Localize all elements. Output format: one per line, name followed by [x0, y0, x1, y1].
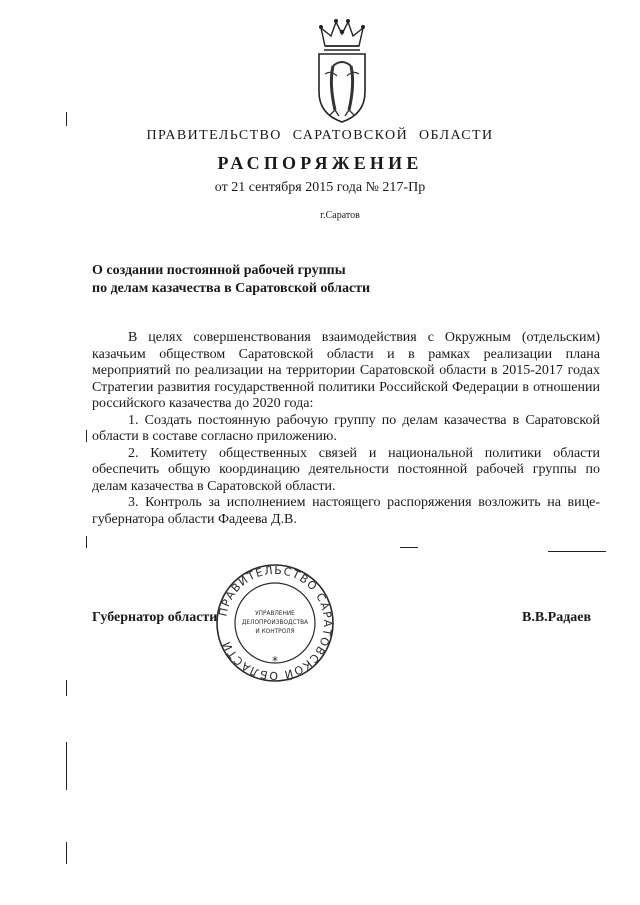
stamp-center-line-3: И КОНТРОЛЯ	[255, 629, 295, 635]
stamp-center-line-2: ДЕЛОПРОИЗВОДСТВА	[241, 620, 309, 626]
official-stamp	[214, 561, 336, 685]
scan-mark	[548, 551, 606, 552]
document-date-number: от 21 сентября 2015 года № 217-Пр	[214, 180, 426, 195]
document-city: г.Саратов	[320, 210, 360, 221]
signature-position: Губернатор области	[92, 610, 218, 625]
subject-line-1: О создании постоянной рабочей группы	[92, 263, 346, 278]
signature-name: В.В.Радаев	[522, 610, 592, 625]
scan-mark	[66, 842, 67, 864]
stamp-center-line-1: УПРАВЛЕНИЕ	[255, 611, 295, 617]
body-paragraph-item-1: 1. Создать постоянную рабочую группу по делам казачества в Саратовской области в составе согласно приложению.	[92, 412, 600, 444]
subject-line-2: по делам казачества в Саратовской области	[92, 281, 371, 296]
scan-mark	[86, 536, 87, 548]
body-paragraph-item-2: 2. Комитету общественных связей и национальной политики области обеспечить общую координацию деятельности постоянной рабочей группы по делам казачества в Саратовской области.	[92, 445, 600, 494]
coat-of-arms-icon	[311, 14, 373, 126]
scan-mark	[66, 112, 67, 126]
scan-mark	[86, 430, 87, 442]
document-type: РАСПОРЯЖЕНИЕ	[217, 153, 423, 173]
scan-mark	[66, 680, 67, 696]
scan-mark	[66, 742, 67, 790]
document-subject	[92, 262, 370, 298]
body-paragraph-intro: В целях совершенствования взаимодействия с Окружным (отдельским) казачьим обществом Саратовской области и в рамках реализации плана мероприятий по реализации на территории Саратовской области в 2015-2017 годах Стратегии развития государственной политики Российской Федерации в отношении российского казачества до 2020 года:	[92, 330, 600, 411]
scan-mark	[400, 547, 418, 548]
issuer-title: ПРАВИТЕЛЬСТВО САРАТОВСКОЙ ОБЛАСТИ	[146, 128, 494, 143]
document-body	[92, 330, 600, 528]
body-paragraph-item-3: 3. Контроль за исполнением настоящего распоряжения возложить на вице-губернатора области Фадеева Д.В.	[92, 495, 600, 527]
stamp-star-icon: *	[272, 654, 278, 668]
stamp-ring-text: ПРАВИТЕЛЬСТВО САРАТОВСКОЙ ОБЛАСТИ	[216, 563, 335, 683]
